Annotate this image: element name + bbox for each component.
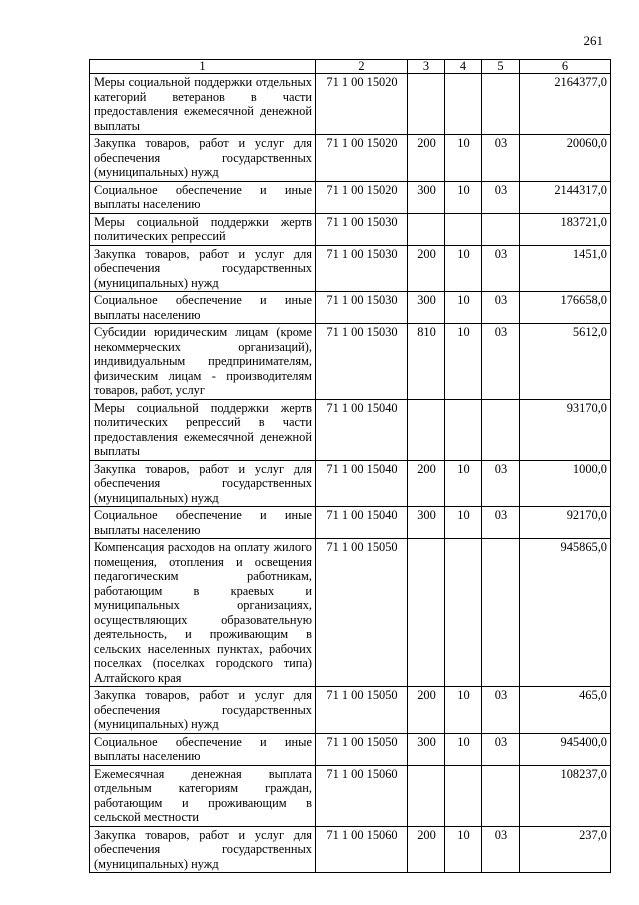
row-col5: 03 [482,292,520,324]
row-col5 [482,765,520,826]
row-col4 [445,74,482,135]
row-code: 71 1 00 15030 [316,324,408,400]
row-col3: 810 [408,324,445,400]
row-amount: 2164377,0 [520,74,611,135]
row-col3: 300 [408,733,445,765]
table-row [90,74,611,135]
column-header: 4 [445,60,482,74]
row-code: 71 1 00 15030 [316,245,408,292]
row-col4: 10 [445,181,482,213]
row-amount: 1000,0 [520,460,611,507]
row-col3 [408,399,445,460]
row-amount: 93170,0 [520,399,611,460]
row-name: Социальное обеспечение и иные выплаты населению [90,733,316,765]
row-code: 71 1 00 15060 [316,826,408,873]
table-row [90,460,611,507]
row-amount: 108237,0 [520,765,611,826]
row-name: Субсидии юридическим лицам (кроме некоммерческих организаций), индивидуальным предпринимателям, физическим лицам - производителям товаров, работ, услуг [90,324,316,400]
row-col5: 03 [482,507,520,539]
table-row [90,826,611,873]
row-col5: 03 [482,245,520,292]
row-col5 [482,399,520,460]
table-row [90,181,611,213]
row-col4 [445,765,482,826]
row-name: Социальное обеспечение и иные выплаты населению [90,292,316,324]
row-col3 [408,765,445,826]
table-row [90,213,611,245]
row-name: Закупка товаров, работ и услуг для обеспечения государственных (муниципальных) нужд [90,687,316,734]
row-col4: 10 [445,245,482,292]
column-header: 1 [90,60,316,74]
row-amount: 237,0 [520,826,611,873]
row-col3: 200 [408,135,445,182]
row-col5 [482,74,520,135]
row-col3: 300 [408,181,445,213]
row-col5: 03 [482,181,520,213]
row-code: 71 1 00 15020 [316,74,408,135]
row-code: 71 1 00 15060 [316,765,408,826]
row-col5: 03 [482,733,520,765]
row-name: Социальное обеспечение и иные выплаты населению [90,507,316,539]
row-col5: 03 [482,324,520,400]
row-code: 71 1 00 15050 [316,687,408,734]
row-col3: 200 [408,687,445,734]
table-row [90,135,611,182]
table-row [90,733,611,765]
row-code: 71 1 00 15040 [316,399,408,460]
row-name: Закупка товаров, работ и услуг для обеспечения государственных (муниципальных) нужд [90,135,316,182]
row-col4: 10 [445,324,482,400]
page-number: 261 [583,33,603,48]
row-col5 [482,213,520,245]
table-row [90,507,611,539]
row-col3 [408,539,445,687]
table-row [90,245,611,292]
row-amount: 945400,0 [520,733,611,765]
row-name: Меры социальной поддержки отдельных категорий ветеранов в части предоставления ежемесячной денежной выплаты [90,74,316,135]
column-header: 2 [316,60,408,74]
table-row [90,765,611,826]
row-col4 [445,213,482,245]
row-amount: 20060,0 [520,135,611,182]
row-amount: 1451,0 [520,245,611,292]
row-col3: 200 [408,460,445,507]
row-name: Закупка товаров, работ и услуг для обеспечения государственных (муниципальных) нужд [90,826,316,873]
row-amount: 176658,0 [520,292,611,324]
row-col4 [445,539,482,687]
row-code: 71 1 00 15030 [316,292,408,324]
row-code: 71 1 00 15050 [316,733,408,765]
row-col3: 300 [408,292,445,324]
row-code: 71 1 00 15040 [316,507,408,539]
row-name: Закупка товаров, работ и услуг для обеспечения государственных (муниципальных) нужд [90,460,316,507]
row-col5: 03 [482,687,520,734]
table-row [90,687,611,734]
row-col5: 03 [482,135,520,182]
row-col3 [408,74,445,135]
row-col4: 10 [445,135,482,182]
table-row [90,539,611,687]
row-col4: 10 [445,733,482,765]
row-name: Социальное обеспечение и иные выплаты населению [90,181,316,213]
row-col4: 10 [445,507,482,539]
row-name: Меры социальной поддержки жертв политических репрессий в части предоставления ежемесячной денежной выплаты [90,399,316,460]
row-col3: 200 [408,245,445,292]
row-name: Меры социальной поддержки жертв политических репрессий [90,213,316,245]
row-col5: 03 [482,826,520,873]
row-col5: 03 [482,460,520,507]
table-row [90,292,611,324]
row-col5 [482,539,520,687]
column-header: 3 [408,60,445,74]
row-col3: 200 [408,826,445,873]
row-code: 71 1 00 15020 [316,135,408,182]
budget-table [89,59,611,873]
row-col3: 300 [408,507,445,539]
row-amount: 92170,0 [520,507,611,539]
row-amount: 2144317,0 [520,181,611,213]
row-amount: 183721,0 [520,213,611,245]
row-code: 71 1 00 15050 [316,539,408,687]
row-amount: 5612,0 [520,324,611,400]
row-amount: 945865,0 [520,539,611,687]
row-col4: 10 [445,826,482,873]
row-name: Закупка товаров, работ и услуг для обеспечения государственных (муниципальных) нужд [90,245,316,292]
row-amount: 465,0 [520,687,611,734]
row-col4: 10 [445,292,482,324]
row-col4: 10 [445,460,482,507]
row-col4 [445,399,482,460]
row-code: 71 1 00 15030 [316,213,408,245]
row-code: 71 1 00 15040 [316,460,408,507]
row-name: Компенсация расходов на оплату жилого помещения, отопления и освещения педагогическим работникам, работающим в краевых и муниципальных организациях, осуществляющих образовательную деятельность, и проживающим в сельских населенных пунктах, рабочих поселках (поселках городского типа) Алтайского края [90,539,316,687]
table-row [90,324,611,400]
row-code: 71 1 00 15020 [316,181,408,213]
row-name: Ежемесячная денежная выплата отдельным категориям граждан, работающим и проживающим в сельской местности [90,765,316,826]
column-header: 5 [482,60,520,74]
column-header: 6 [520,60,611,74]
table-row [90,399,611,460]
row-col3 [408,213,445,245]
header-row [90,60,611,74]
row-col4: 10 [445,687,482,734]
